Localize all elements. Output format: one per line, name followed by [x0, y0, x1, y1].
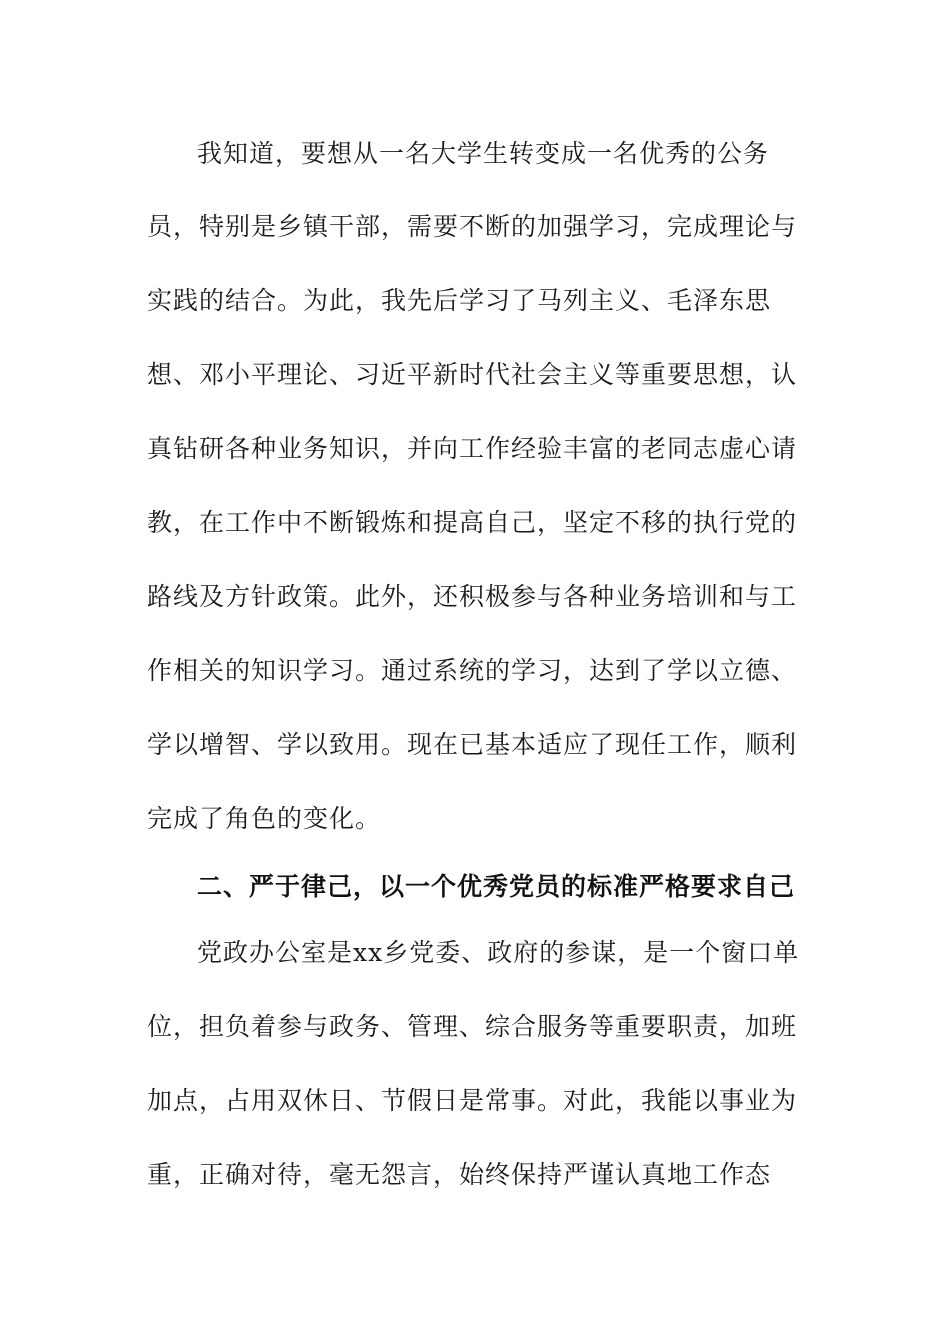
paragraph-line: 党政办公室是xx乡党委、政府的参谋，是一个窗口单 — [197, 938, 800, 967]
paragraph-line: 实践的结合。为此，我先后学习了马列主义、毛泽东思 — [147, 286, 772, 315]
paragraph-line: 想、邓小平理论、习近平新时代社会主义等重要思想，认 — [147, 360, 798, 389]
paragraph-line: 路线及方针政策。此外，还积极参与各种业务培训和与工 — [147, 582, 798, 611]
paragraph-line: 我知道，要想从一名大学生转变成一名优秀的公务 — [197, 139, 770, 168]
paragraph-line: 作相关的知识学习。通过系统的学习，达到了学以立德、 — [147, 656, 798, 685]
paragraph-line: 重，正确对待，毫无怨言，始终保持严谨认真地工作态 — [147, 1160, 772, 1189]
paragraph-line: 员，特别是乡镇干部，需要不断的加强学习，完成理论与 — [147, 212, 798, 241]
paragraph-line: 教，在工作中不断锻炼和提高自己，坚定不移的执行党的 — [147, 508, 798, 537]
paragraph-line: 加点，占用双休日、节假日是常事。对此，我能以事业为 — [147, 1086, 798, 1115]
paragraph-line: 真钻研各种业务知识，并向工作经验丰富的老同志虚心请 — [147, 434, 798, 463]
paragraph-line: 位，担负着参与政务、管理、综合服务等重要职责，加班 — [147, 1012, 798, 1041]
paragraph-line: 完成了角色的变化。 — [147, 804, 382, 833]
section-heading: 二、严于律己，以一个优秀党员的标准严格要求自己 — [197, 872, 796, 901]
paragraph-line: 学以增智、学以致用。现在已基本适应了现任工作，顺利 — [147, 730, 798, 759]
